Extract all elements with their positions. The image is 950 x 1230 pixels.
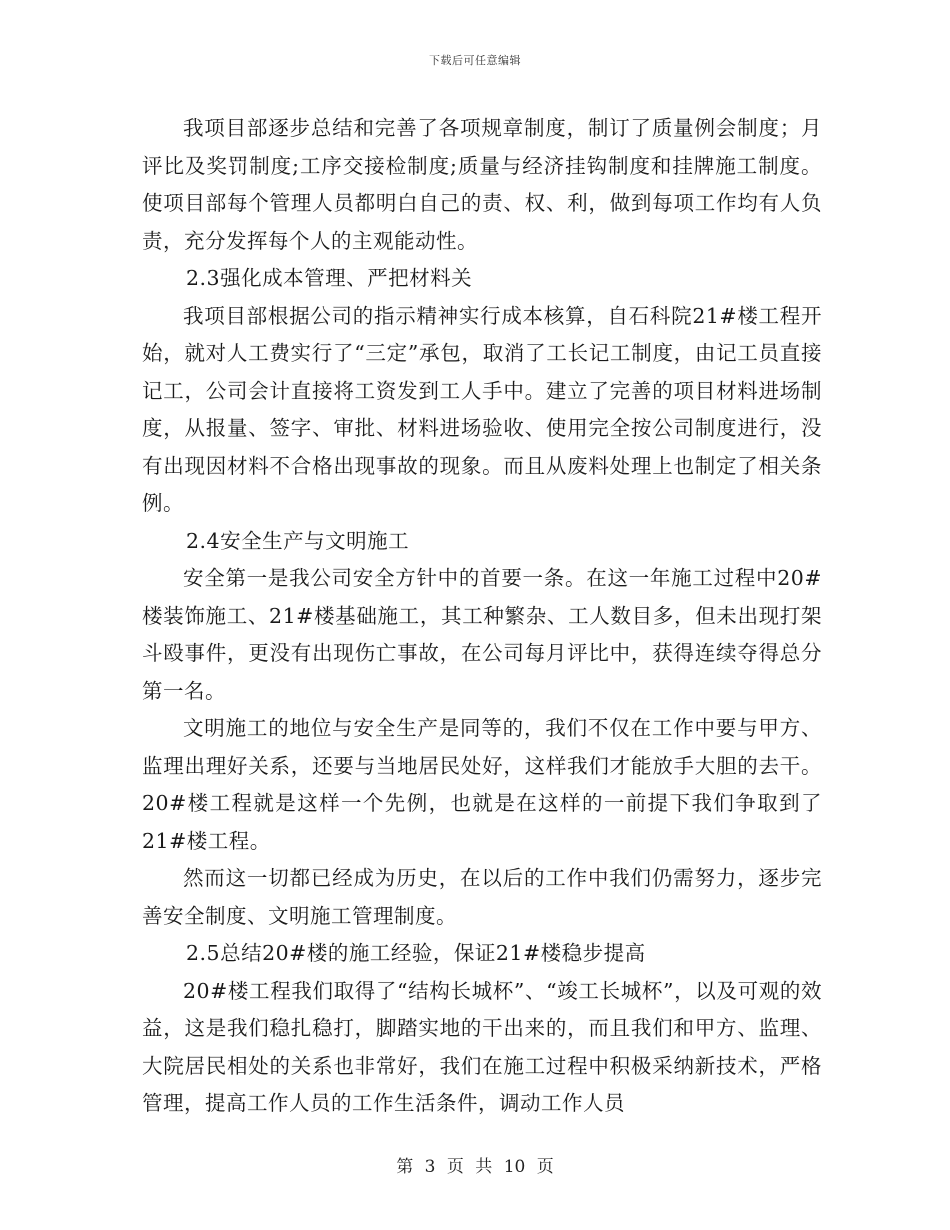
paragraph-continued-effort: 然而这一切都已经成为历史，在以后的工作中我们仍需努力，逐步完善安全制度、文明施工管理制度。 — [142, 866, 822, 928]
document-body — [142, 110, 822, 1123]
page-header: 下载后可任意编辑 — [429, 54, 521, 67]
section-heading-2-4: 2.4安全生产与文明施工 — [186, 528, 410, 553]
paragraph-civilized-construction: 文明施工的地位与安全生产是同等的，我们不仅在工作中要与甲方、监理出理好关系，还要与当地居民处好，这样我们才能放手大胆的去干。20#楼工程就是这样一个先例，也就是在这样的一前提下我们争取到了21#楼工程。 — [142, 716, 822, 853]
page-number-footer: 第 3 页 共 10 页 — [396, 1157, 554, 1177]
paragraph-building-20-summary: 20#楼工程我们取得了“结构长城杯”、“竣工长城杯”，以及可观的效益，这是我们稳扎稳打，脚踏实地的干出来的，而且我们和甲方、监理、大院居民相处的关系也非常好，我们在施工过程中积极采纳新技术，严格管理，提高工作人员的工作生活条件，调动工作人员 — [142, 978, 822, 1115]
section-heading-2-3: 2.3强化成本管理、严把材料关 — [186, 266, 473, 290]
paragraph-rules-and-regulations: 我项目部逐步总结和完善了各项规章制度，制订了质量例会制度；月评比及奖罚制度;工序交接检制度;质量与经济挂钩制度和挂牌施工制度。使项目部每个管理人员都明白自己的责、权、利，做到每项工作均有人负责，充分发挥每个人的主观能动性。 — [142, 116, 822, 253]
paragraph-safety-first: 安全第一是我公司安全方针中的首要一条。在这一年施工过程中20#楼装饰施工、21#楼基础施工，其工种繁杂、工人数目多，但未出现打架斗殴事件，更没有出现伤亡事故，在公司每月评比中，获得连续夺得总分第一名。 — [142, 566, 822, 703]
section-heading-2-5: 2.5总结20#楼的施工经验，保证21#楼稳步提高 — [186, 941, 646, 965]
paragraph-cost-management: 我项目部根据公司的指示精神实行成本核算，自石科院21#楼工程开始，就对人工费实行了“三定”承包，取消了工长记工制度，由记工员直接记工，公司会计直接将工资发到工人手中。建立了完善的项目材料进场制度，从报量、签字、审批、材料进场验收、使用完全按公司制度进行，没有出现因材料不合格出现事故的现象。而且从废料处理上也制定了相关条例。 — [142, 303, 822, 515]
